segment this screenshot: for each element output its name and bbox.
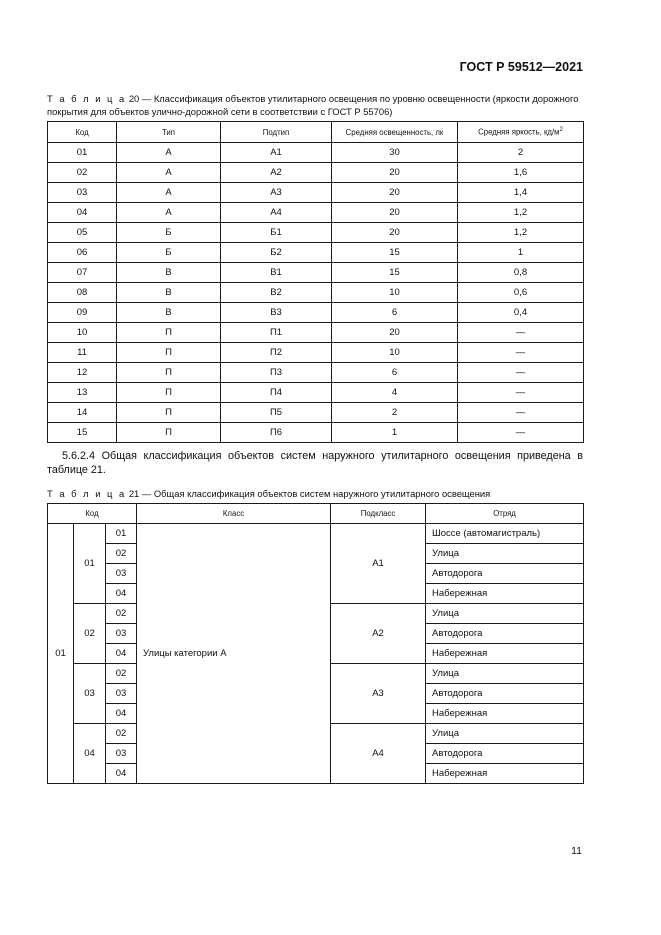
table20-header-code: Код xyxy=(48,122,117,143)
table20-cell-illuminance: 15 xyxy=(332,243,458,263)
table20-cell-luminance: 1 xyxy=(458,243,584,263)
table21-header-row xyxy=(48,504,584,524)
table20-cell-code: 04 xyxy=(48,203,117,223)
table-row xyxy=(48,403,584,423)
code-level2: 01 xyxy=(74,524,106,604)
subclass-cell: А2 xyxy=(331,604,426,664)
table20-cell-luminance: 1,2 xyxy=(458,223,584,243)
table20-cell-luminance: — xyxy=(458,423,584,443)
table20-cell-type: Б xyxy=(117,243,221,263)
code-level3: 02 xyxy=(106,604,137,624)
table-row xyxy=(48,363,584,383)
table20-cell-code: 03 xyxy=(48,183,117,203)
luminance-unit-exponent: 2 xyxy=(559,127,563,134)
table20-cell-code: 07 xyxy=(48,263,117,283)
table20-cell-luminance: 0,6 xyxy=(458,283,584,303)
code-level2: 02 xyxy=(74,604,106,664)
group-cell: Улица xyxy=(426,664,584,684)
table20-cell-code: 12 xyxy=(48,363,117,383)
code-level2: 03 xyxy=(74,664,106,724)
table-21 xyxy=(47,503,584,784)
table20-cell-luminance: 1,2 xyxy=(458,203,584,223)
table-row xyxy=(48,323,584,343)
table20-cell-code: 06 xyxy=(48,243,117,263)
table20-cell-code: 02 xyxy=(48,163,117,183)
class-cell: Улицы категории А xyxy=(137,524,331,784)
table20-cell-subtype: В2 xyxy=(221,283,332,303)
table20-header-luminance xyxy=(458,122,584,143)
table21-caption xyxy=(47,487,585,500)
group-cell: Автодорога xyxy=(426,684,584,704)
table20-cell-subtype: В3 xyxy=(221,303,332,323)
table20-cell-subtype: А3 xyxy=(221,183,332,203)
code-level3: 02 xyxy=(106,544,137,564)
table21-header-code: Код xyxy=(48,504,137,524)
table20-header-subtype: Подтип xyxy=(221,122,332,143)
table20-cell-type: Б xyxy=(117,223,221,243)
code-level3: 03 xyxy=(106,684,137,704)
table20-cell-luminance: 0,8 xyxy=(458,263,584,283)
table20-cell-illuminance: 20 xyxy=(332,323,458,343)
table-row xyxy=(48,383,584,403)
group-cell: Набережная xyxy=(426,644,584,664)
code-level3: 03 xyxy=(106,564,137,584)
table-row xyxy=(48,183,584,203)
subclass-cell: А4 xyxy=(331,724,426,784)
table20-header-illuminance: Средняя освещенность, лк xyxy=(332,122,458,143)
table20-cell-illuminance: 10 xyxy=(332,343,458,363)
table-row xyxy=(48,263,584,283)
group-cell: Улица xyxy=(426,724,584,744)
group-cell: Набережная xyxy=(426,704,584,724)
table-row xyxy=(48,223,584,243)
code-level3: 03 xyxy=(106,624,137,644)
table20-cell-luminance: — xyxy=(458,383,584,403)
table-row xyxy=(48,283,584,303)
table20-cell-illuminance: 30 xyxy=(332,143,458,163)
table20-cell-type: П xyxy=(117,403,221,423)
subclass-cell: А1 xyxy=(331,524,426,604)
table20-cell-illuminance: 15 xyxy=(332,263,458,283)
table20-cell-code: 08 xyxy=(48,283,117,303)
table20-header-row xyxy=(48,122,584,143)
group-cell: Автодорога xyxy=(426,744,584,764)
table20-cell-luminance: 0,4 xyxy=(458,303,584,323)
table20-cell-subtype: Б1 xyxy=(221,223,332,243)
table-row xyxy=(48,303,584,323)
table20-cell-subtype: П1 xyxy=(221,323,332,343)
table20-cell-luminance: — xyxy=(458,363,584,383)
table20-caption-text: 20 — Классификация объектов утилитарного освещения по уровню освещенности (яркости дорожного покрытия для объектов улично-дорожной сети в соответствии с ГОСТ Р 55706) xyxy=(47,93,579,117)
table20-cell-subtype: П5 xyxy=(221,403,332,423)
code-level3: 03 xyxy=(106,744,137,764)
table20-cell-illuminance: 20 xyxy=(332,183,458,203)
page-number: 11 xyxy=(571,845,582,857)
code-level1: 01 xyxy=(48,524,74,784)
table20-cell-luminance: — xyxy=(458,323,584,343)
table20-cell-type: А xyxy=(117,203,221,223)
group-cell: Автодорога xyxy=(426,624,584,644)
table20-cell-illuminance: 20 xyxy=(332,163,458,183)
table20-cell-illuminance: 20 xyxy=(332,223,458,243)
table21-caption-text: 21 — Общая классификация объектов систем наружного утилитарного освещения xyxy=(126,488,491,499)
table-row xyxy=(48,343,584,363)
table20-cell-type: А xyxy=(117,183,221,203)
table-row xyxy=(48,163,584,183)
table20-cell-type: П xyxy=(117,343,221,363)
table-row xyxy=(48,143,584,163)
table20-cell-luminance: 1,4 xyxy=(458,183,584,203)
table20-cell-code: 14 xyxy=(48,403,117,423)
table20-cell-type: В xyxy=(117,283,221,303)
table20-cell-luminance: 1,6 xyxy=(458,163,584,183)
paragraph-5-6-2-4: 5.6.2.4 Общая классификация объектов систем наружного утилитарного освещения приведена в таблице 21. xyxy=(47,450,583,476)
table20-cell-luminance: — xyxy=(458,403,584,423)
table20-cell-code: 11 xyxy=(48,343,117,363)
group-cell: Улица xyxy=(426,604,584,624)
table20-cell-code: 10 xyxy=(48,323,117,343)
code-level3: 04 xyxy=(106,704,137,724)
table20-header-type: Тип xyxy=(117,122,221,143)
table20-cell-type: А xyxy=(117,163,221,183)
table-row xyxy=(48,524,584,544)
group-cell: Набережная xyxy=(426,764,584,784)
table21-header-group: Отряд xyxy=(426,504,584,524)
table-row xyxy=(48,203,584,223)
table20-cell-code: 01 xyxy=(48,143,117,163)
table21-header-subclass: Подкласс xyxy=(331,504,426,524)
table20-cell-subtype: П3 xyxy=(221,363,332,383)
standard-header: ГОСТ Р 59512—2021 xyxy=(459,60,583,74)
group-cell: Набережная xyxy=(426,584,584,604)
code-level3: 04 xyxy=(106,584,137,604)
table20-cell-code: 15 xyxy=(48,423,117,443)
table20-cell-illuminance: 6 xyxy=(332,303,458,323)
group-cell: Шоссе (автомагистраль) xyxy=(426,524,584,544)
group-cell: Улица xyxy=(426,544,584,564)
table20-cell-illuminance: 2 xyxy=(332,403,458,423)
table20-cell-type: П xyxy=(117,383,221,403)
table-20 xyxy=(47,121,584,443)
table20-cell-type: П xyxy=(117,363,221,383)
table-row xyxy=(48,423,584,443)
luminance-unit: Средняя яркость, кд/м xyxy=(478,127,560,137)
table20-cell-illuminance: 6 xyxy=(332,363,458,383)
group-cell: Автодорога xyxy=(426,564,584,584)
table20-caption xyxy=(47,92,585,118)
table20-cell-type: А xyxy=(117,143,221,163)
code-level3: 04 xyxy=(106,764,137,784)
table20-caption-word: Т а б л и ц а xyxy=(47,93,127,104)
table20-cell-type: В xyxy=(117,263,221,283)
table20-cell-code: 13 xyxy=(48,383,117,403)
table21-header-class: Класс xyxy=(137,504,331,524)
table20-cell-luminance: — xyxy=(458,343,584,363)
table20-cell-subtype: П6 xyxy=(221,423,332,443)
code-level3: 04 xyxy=(106,644,137,664)
table20-cell-subtype: А4 xyxy=(221,203,332,223)
table20-cell-illuminance: 10 xyxy=(332,283,458,303)
table20-cell-type: В xyxy=(117,303,221,323)
table20-cell-subtype: П4 xyxy=(221,383,332,403)
table20-cell-subtype: А2 xyxy=(221,163,332,183)
subclass-cell: А3 xyxy=(331,664,426,724)
table20-cell-code: 09 xyxy=(48,303,117,323)
table20-cell-type: П xyxy=(117,423,221,443)
table-row xyxy=(48,243,584,263)
table20-cell-illuminance: 4 xyxy=(332,383,458,403)
table20-cell-type: П xyxy=(117,323,221,343)
table20-cell-subtype: П2 xyxy=(221,343,332,363)
code-level2: 04 xyxy=(74,724,106,784)
table20-cell-subtype: В1 xyxy=(221,263,332,283)
code-level3: 01 xyxy=(106,524,137,544)
table20-cell-code: 05 xyxy=(48,223,117,243)
table20-cell-illuminance: 20 xyxy=(332,203,458,223)
code-level3: 02 xyxy=(106,724,137,744)
table20-cell-luminance: 2 xyxy=(458,143,584,163)
table20-cell-subtype: Б2 xyxy=(221,243,332,263)
table20-cell-illuminance: 1 xyxy=(332,423,458,443)
table21-caption-word: Т а б л и ц а xyxy=(47,488,127,499)
code-level3: 02 xyxy=(106,664,137,684)
table20-cell-subtype: А1 xyxy=(221,143,332,163)
